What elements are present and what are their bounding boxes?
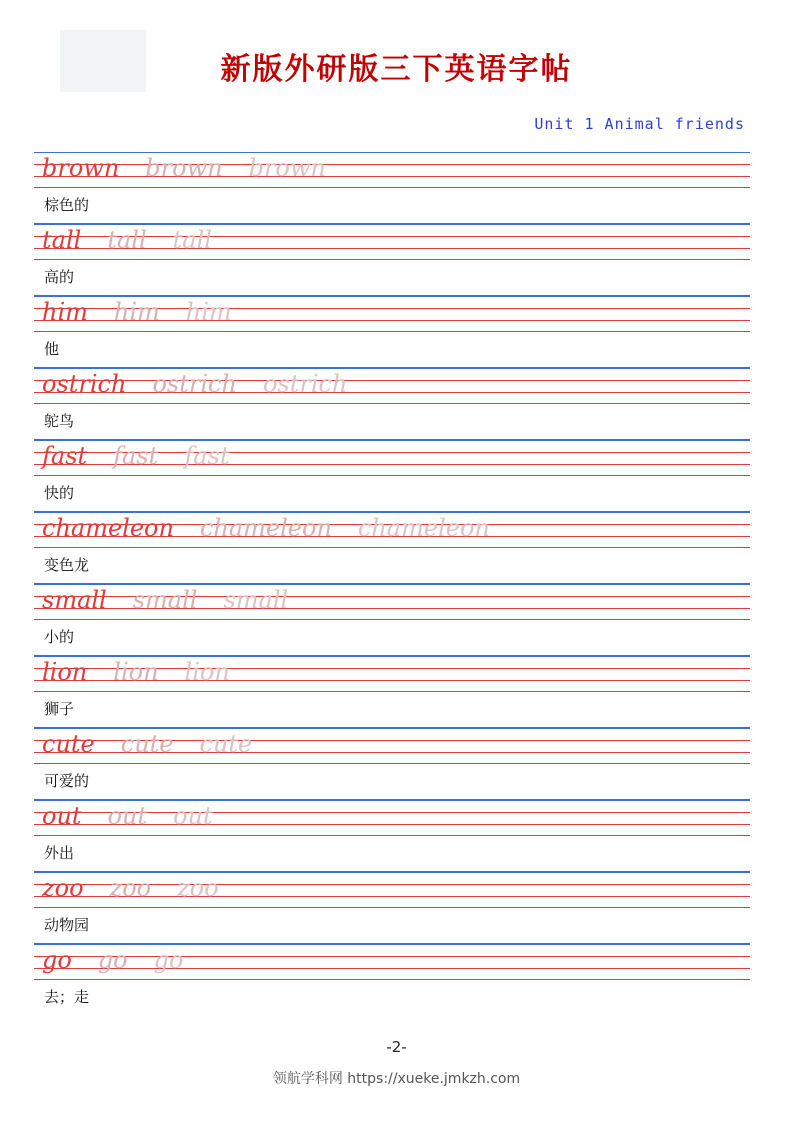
meaning-line (34, 404, 750, 440)
word-group (42, 510, 516, 546)
word-group (42, 222, 238, 258)
handwriting-staff (34, 872, 750, 908)
word-model: lion (42, 658, 88, 686)
meaning-text: 高的 (44, 268, 75, 286)
handwriting-staff (34, 440, 750, 476)
word-group (42, 726, 278, 762)
word-group (42, 942, 209, 978)
word-model: go (42, 946, 72, 974)
handwriting-staff (34, 944, 750, 980)
meaning-line (34, 764, 750, 800)
word-trace-2: lion (184, 658, 230, 686)
word-trace-1: brown (145, 154, 223, 182)
page-title: 新版外研版三下英语字帖 (220, 52, 573, 87)
practice-row (34, 584, 750, 656)
meaning-text: 小的 (44, 628, 75, 646)
meaning-text: 快的 (44, 484, 75, 502)
word-trace-2: brown (248, 154, 326, 182)
word-group (42, 798, 239, 834)
word-trace-1: cute (120, 730, 174, 758)
word-model: small (42, 586, 107, 614)
word-trace-2: him (185, 298, 232, 326)
word-trace-2: fast (184, 442, 230, 470)
practice-row (34, 224, 750, 296)
meaning-text: 鸵鸟 (44, 412, 75, 430)
meaning-line (34, 332, 750, 368)
practice-row (34, 656, 750, 728)
word-group (42, 150, 352, 186)
word-group (42, 294, 258, 330)
meaning-line (34, 980, 750, 1016)
handwriting-staff (34, 656, 750, 692)
word-trace-2: go (153, 946, 184, 974)
word-trace-2: ostrich (262, 370, 348, 398)
meaning-line (34, 692, 750, 728)
meaning-line (34, 620, 750, 656)
word-trace-1: fast (113, 442, 159, 470)
meaning-line (34, 836, 750, 872)
word-trace-2: tall (172, 226, 212, 254)
practice-row (34, 440, 750, 512)
word-trace-1: small (132, 586, 198, 614)
meaning-line (34, 188, 750, 224)
handwriting-staff (34, 296, 750, 332)
meaning-text: 棕色的 (44, 196, 90, 214)
practice-row (34, 872, 750, 944)
unit-heading: Unit 1 Animal friends (534, 115, 745, 133)
meaning-text: 去；走 (44, 988, 90, 1006)
word-group (42, 654, 256, 690)
word-group (42, 870, 245, 906)
meaning-line (34, 260, 750, 296)
word-model: out (42, 802, 82, 830)
page-number: -2- (386, 1038, 407, 1056)
practice-row (34, 800, 750, 872)
practice-row (34, 944, 750, 1016)
meaning-text: 变色龙 (44, 556, 90, 574)
meaning-text: 狮子 (44, 700, 75, 718)
practice-row (34, 368, 750, 440)
practice-row (34, 512, 750, 584)
word-trace-1: ostrich (152, 370, 237, 398)
handwriting-staff (34, 152, 750, 188)
meaning-line (34, 908, 750, 944)
word-model: chameleon (42, 514, 174, 542)
word-trace-2: out (173, 802, 213, 830)
footer-watermark: 领航学科网 https://xueke.jmkzh.com (272, 1071, 521, 1087)
handwriting-staff (34, 224, 750, 260)
word-trace-1: lion (113, 658, 159, 686)
word-group (42, 582, 314, 618)
word-trace-2: zoo (177, 874, 219, 902)
handwriting-staff (34, 800, 750, 836)
meaning-line (34, 548, 750, 584)
word-trace-1: go (97, 946, 128, 974)
word-trace-1: chameleon (199, 514, 332, 542)
practice-row (34, 728, 750, 800)
word-trace-1: out (107, 802, 148, 830)
handwriting-staff (34, 512, 750, 548)
handwriting-staff (34, 368, 750, 404)
meaning-line (34, 476, 750, 512)
meaning-text: 他 (44, 340, 60, 358)
word-trace-2: cute (199, 730, 253, 758)
word-trace-2: small (223, 586, 289, 614)
word-trace-1: zoo (109, 874, 152, 902)
word-model: fast (42, 442, 88, 470)
page-header (0, 0, 793, 110)
word-model: him (42, 298, 88, 326)
practice-sheet (34, 152, 750, 1016)
word-model: ostrich (42, 370, 127, 398)
handwriting-staff (34, 728, 750, 764)
word-model: zoo (42, 874, 84, 902)
practice-row (34, 296, 750, 368)
word-trace-1: him (113, 298, 160, 326)
word-model: cute (42, 730, 95, 758)
word-trace-1: tall (107, 226, 147, 254)
word-group (42, 438, 255, 474)
word-model: tall (42, 226, 82, 254)
word-model: brown (42, 154, 120, 182)
meaning-text: 可爱的 (44, 772, 90, 790)
practice-row (34, 152, 750, 224)
word-group (42, 366, 373, 402)
word-trace-2: chameleon (357, 514, 490, 542)
meaning-text: 动物园 (44, 916, 90, 934)
handwriting-staff (34, 584, 750, 620)
meaning-text: 外出 (44, 844, 75, 862)
